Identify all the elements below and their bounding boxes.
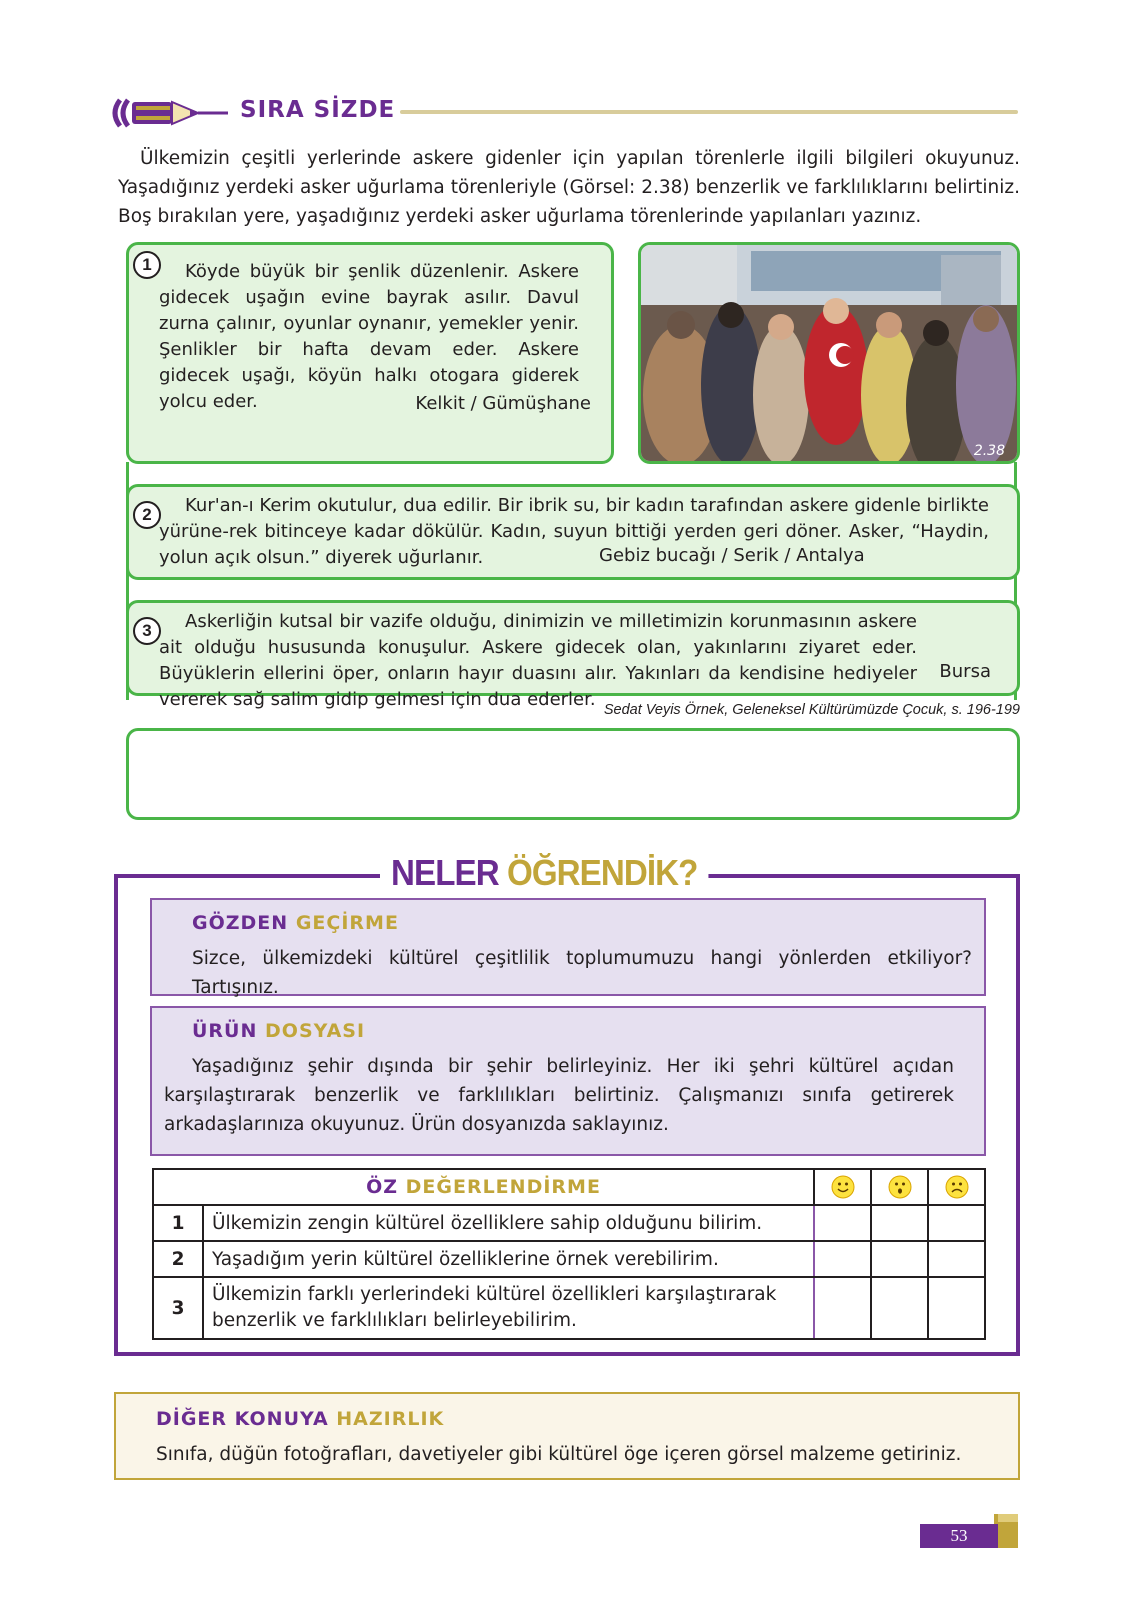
urun-text: Yaşadığınız şehir dışında bir şehir belirleyiniz. Her iki şehri kültürel açıdan karşılaştırarak benzerlik ve farklılıkları belirtiniz. Çalışmanızı sınıfa getirerek arkadaşlarınıza okuyunuz. Ürün dosyanızda saklayınız. (164, 1056, 954, 1135)
check-cell[interactable] (871, 1277, 928, 1339)
row-statement: Ülkemizin zengin kültürel özelliklere sahip olduğunu bilirim. (203, 1205, 814, 1241)
card-place: Gebiz bucağı / Serik / Antalya (599, 545, 865, 566)
title-part-2: ÖĞRENDİK? (506, 852, 698, 893)
diger-title: DİĞER KONUYA HAZIRLIK (156, 1408, 445, 1430)
smiley-sad-icon (928, 1169, 985, 1205)
title-part-1: NELER (391, 852, 499, 893)
number-badge: 3 (133, 617, 161, 645)
row-number: 2 (153, 1241, 203, 1277)
check-cell[interactable] (871, 1241, 928, 1277)
row-statement: Ülkemizin farklı yerlerindeki kültürel özellikleri karşılaştırarak benzerlik ve farklılıkları belirleyebilirim. (203, 1277, 814, 1339)
diger-text: Sınıfa, düğün fotoğrafları, davetiyeler gibi kültürel öge içeren görsel malzeme getiriniz. (156, 1444, 962, 1465)
title-underline (400, 110, 1018, 114)
card-text: Köyde büyük bir şenlik düzenlenir. Askere gidecek uşağın evine bayrak asılır. Davul zurna çalınır, oyunlar oynanır, yemekler yenir. Şenlikler bir hafta devam eder. Askere gidecek uşağı, köyün halkı otogara giderek yolcu eder. (159, 261, 579, 412)
photo-label: 2.38 (973, 443, 1005, 459)
card-text: Askerliğin kutsal bir vazife olduğu, dinimizin ve milletimizin korunmasının askere ait olduğu hususunda konuşulur. Askere gidecek olan, yakınlarını ziyaret eder. Büyüklerin ellerini öper, onların hayır duasını alır. Yakınları da kendisine hediyeler vererek sağ salim gidip gelmesi için dua ederler. (159, 611, 917, 710)
check-cell[interactable] (814, 1277, 871, 1339)
check-cell[interactable] (814, 1241, 871, 1277)
row-number: 3 (153, 1277, 203, 1339)
page-corner-accent-light (998, 1514, 1018, 1522)
smiley-surprised-icon (871, 1169, 928, 1205)
table-row (153, 1241, 985, 1277)
section-title: SIRA SİZDE (240, 97, 396, 123)
number-badge: 1 (133, 251, 161, 279)
card-place: Kelkit / Gümüşhane (415, 393, 591, 414)
check-cell[interactable] (814, 1205, 871, 1241)
urun-title: ÜRÜN DOSYASI (192, 1020, 366, 1042)
urun-dosyasi-box (150, 1006, 986, 1156)
source-citation: Sedat Veyis Örnek, Geleneksel Kültürümüzde Çocuk, s. 196-199 (603, 702, 1020, 718)
gozden-title: GÖZDEN GEÇİRME (192, 912, 399, 934)
tradition-card-2 (126, 484, 1020, 580)
answer-box[interactable] (126, 728, 1020, 820)
row-number: 1 (153, 1205, 203, 1241)
gozden-text: Sizce, ülkemizdeki kültürel çeşitlilik toplumumuzu hangi yönlerden etkiliyor? Tartışınız. (192, 948, 972, 998)
oz-degerlendirme-table (152, 1168, 986, 1340)
photo-2-38 (638, 242, 1020, 464)
diger-konuya-hazirlik-box (114, 1392, 1020, 1480)
card-place: Bursa (939, 661, 991, 682)
crowd-photo-image (641, 245, 1017, 461)
smiley-happy-icon (814, 1169, 871, 1205)
check-cell[interactable] (928, 1277, 985, 1339)
check-cell[interactable] (871, 1205, 928, 1241)
table-row (153, 1277, 985, 1339)
number-badge: 2 (133, 501, 161, 529)
table-row (153, 1205, 985, 1241)
card-text: Kur'an-ı Kerim okutulur, dua edilir. Bir ibrik su, bir kadın tarafından askere gidenle birlikte yürüne-rek bitinceye kadar dökülür. Kadın, suyun bittiği yerden geri döner. Asker, “Haydin, yolun açık olsun.” diyerek uğurlanır. (159, 495, 989, 568)
check-cell[interactable] (928, 1241, 985, 1277)
page-number: 53 (920, 1524, 998, 1548)
gozden-gecirme-box (150, 898, 986, 996)
check-cell[interactable] (928, 1205, 985, 1241)
intro-paragraph: Ülkemizin çeşitli yerlerinde askere gidenler için yapılan törenlerle ilgili bilgileri okuyunuz. Yaşadığınız yerdeki asker uğurlama törenleriyle (Görsel: 2.38) benzerlik ve farklılıklarını belirtiniz. Boş bırakılan yere, yaşadığınız yerdeki asker uğurlama törenlerinde yapılanları yazınız. (118, 148, 1020, 227)
neler-ogrendik-title (380, 852, 708, 902)
row-statement: Yaşadığım yerin kültürel özelliklerine örnek verebilirim. (203, 1241, 814, 1277)
tradition-card-1 (126, 242, 614, 464)
pencil-icon (108, 96, 228, 130)
oz-title: ÖZ DEĞERLENDİRME (153, 1169, 814, 1205)
